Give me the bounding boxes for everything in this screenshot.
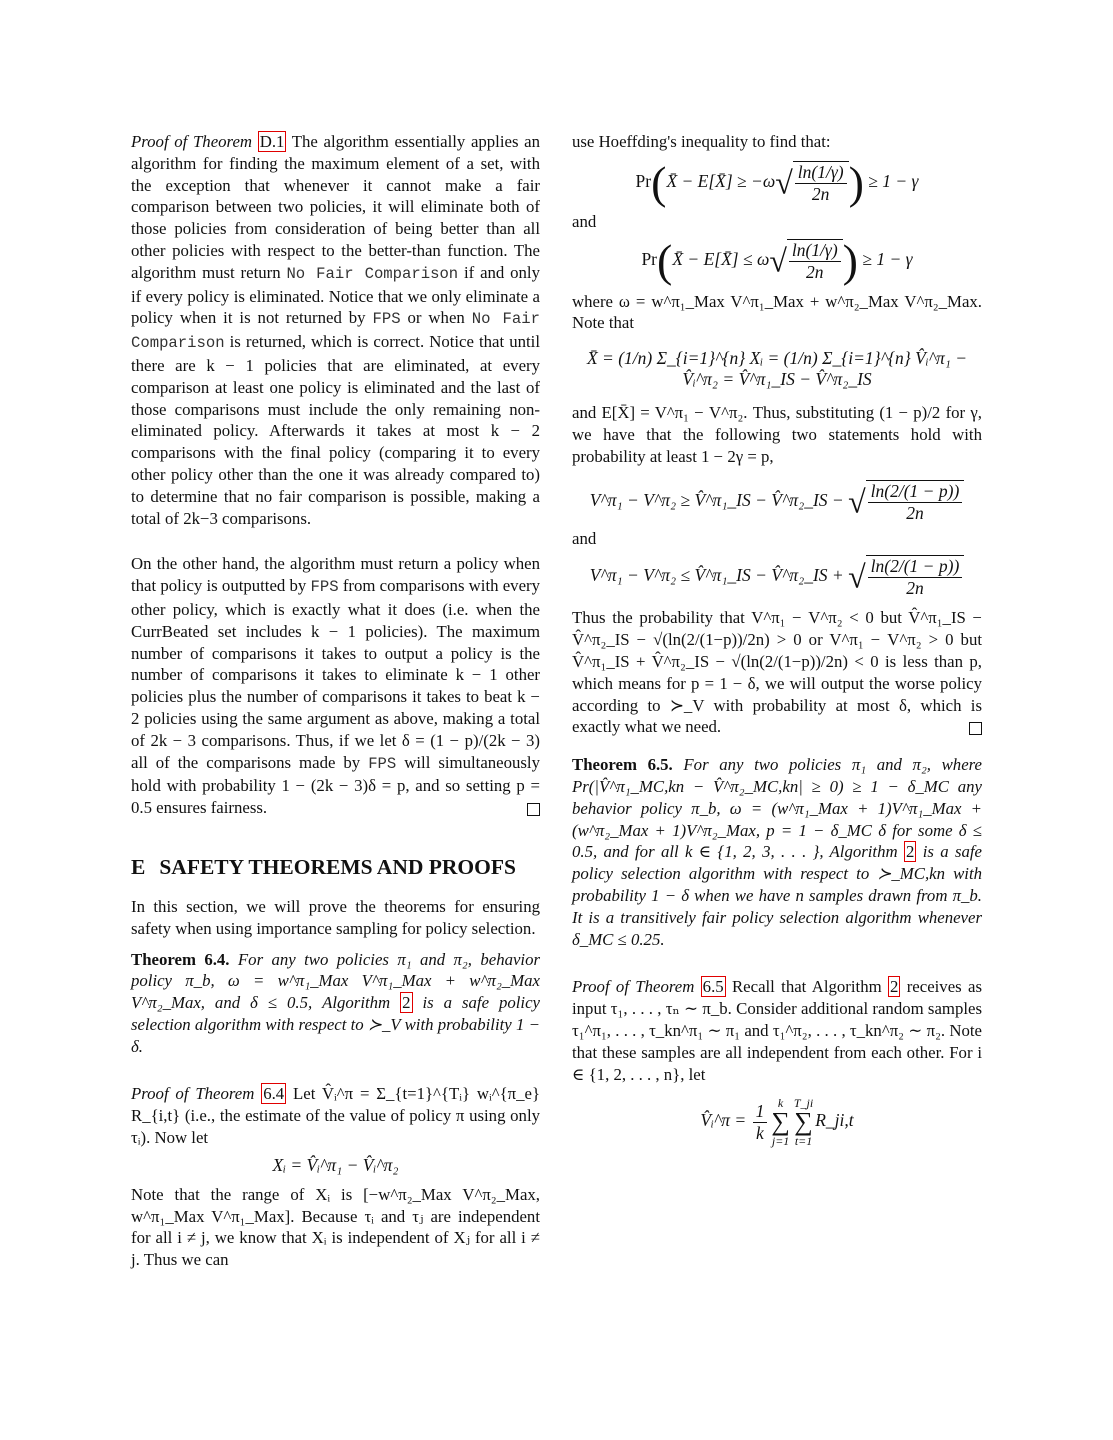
- section-number: E: [131, 854, 146, 879]
- fraction-numerator: ln(2/(1 − p)): [868, 481, 963, 503]
- pr-symbol: Pr: [635, 170, 652, 191]
- equation-upper-bound: [572, 555, 982, 599]
- equation-text: ≥ 1 − γ: [868, 170, 919, 191]
- sqrt-icon: √: [775, 164, 793, 201]
- paren-open: (: [657, 234, 673, 286]
- proof-6-5-paragraph: [572, 976, 982, 1085]
- equation-text: X̄ − E[X̄] ≤ ω: [672, 248, 770, 269]
- theorem-label: Theorem 6.5.: [572, 755, 673, 775]
- equation-text: V^π₁ − V^π₂ ≥ V̂^π₁_IS − V̂^π₂_IS −: [589, 489, 844, 510]
- proof-d1-paragraph: [131, 131, 540, 529]
- fraction-numerator: ln(2/(1 − p)): [868, 556, 963, 578]
- equation-text: ≥ 1 − γ: [862, 248, 913, 269]
- paragraph-text: Thus the probability that V^π₁ − V^π₂ < 0 but V̂^π₁_IS − V̂^π₂_IS − √(ln(2/(1−p))/2n) > 0 or V^π₁ − V^π₂ > 0 but V̂^π₁_IS + V̂^π₂_IS − √(ln(2/(1−p))/2n) < 0 is less than p, which means for p = 1 − δ, we will output the worse policy according to ≻_V with probability at most δ, which is exactly what we need.: [572, 608, 982, 737]
- equation-hoeffding-upper: [572, 234, 982, 286]
- sqrt-icon: √: [769, 242, 787, 279]
- theorem-ref-link[interactable]: D.1: [259, 132, 285, 151]
- theorem-text: For any two policies π₁ and π₂, where Pr(|V̂^π₁_MC,kn − V̂^π₂_MC,kn| ≥ 0) ≥ 1 − δ_MC any behavior policy π_b, ω = (w^π₁_Max + 1)V^π₁_Max + (w^π₂_Max + 1)V^π₂_Max, p = 1 − δ_MC δ for some δ ≤ 0.5, and for all k ∈ {1, 2, 3, . . . }, Algorithm: [572, 755, 983, 862]
- equation-xi: Xᵢ = V̂ᵢ^π₁ − V̂ᵢ^π₂: [272, 1154, 399, 1175]
- code-text: No Fair Comparison: [286, 264, 459, 283]
- section-intro-paragraph: In this section, we will prove the theorems for ensuring safety when using importance sampling for policy selection.: [131, 896, 540, 938]
- code-text: FPS: [372, 310, 401, 329]
- sum-upper-limit: T_ji: [793, 1096, 814, 1111]
- theorem-text: is a safe policy selection algorithm with respect to ≻_MC,kn with probability 1 − δ when we have n samples drawn from π_b. It is a transitively fair policy selection algorithm whenever δ_MC ≤ 0.25.: [572, 842, 982, 949]
- proof-label: Proof of Theorem: [131, 132, 253, 151]
- paragraph-text: is returned, which is correct. Notice that until there are k − 1 policies that are eliminated, at every comparison at least one policy is eliminated and the last of those comparisons must include the only remaining non-eliminated policy. Afterwards it takes at most k − 2 comparisons with the final policy (comparing it to every other policy other than the one it was already compared to) to determine that no fair comparison is possible, making a total of 2k−3 comparisons.: [131, 332, 540, 528]
- fraction-denominator: 2n: [806, 261, 824, 282]
- paren-open: (: [651, 156, 667, 208]
- theorem-text: is a safe policy selection algorithm with respect to ≻_V with probability 1 − δ.: [131, 993, 540, 1056]
- and-text: and: [572, 211, 597, 231]
- equation-lower-bound: [572, 480, 982, 524]
- range-paragraph: Note that the range of Xᵢ is [−w^π₂_Max V^π₂_Max, w^π₁_Max V^π₁_Max]. Because τᵢ and τⱼ are independent for all i ≠ j, we know that Xᵢ is independent of Xⱼ for all i ≠ j. Thus we can: [131, 1184, 540, 1270]
- paragraph-text: Recall that Algorithm: [731, 977, 882, 997]
- theorem-ref-link[interactable]: 6.4: [263, 1084, 285, 1104]
- theorem-ref-link[interactable]: 6.5: [702, 977, 724, 997]
- paren-close: ): [842, 234, 858, 286]
- hoeffding-intro: use Hoeffding's inequality to find that:: [572, 132, 831, 151]
- sigma-icon: ∑: [771, 1107, 790, 1137]
- fraction-denominator: 2n: [906, 578, 924, 599]
- paragraph-text: receives as input τ₁, . . . , τₙ ∼ π_b. Consider additional random samples τ₁^π₁, . . . , τ_kn^π₁ ∼ π₁ and τ₁^π₂, . . . , τ_kn^π₂ ∼ π₂. Note that these samples are all independent from each other. For i ∈ {1, 2, . . . , n}, let: [572, 977, 982, 1084]
- equation-text: V̂ᵢ^π =: [700, 1110, 747, 1131]
- sum-operator: [771, 1097, 790, 1147]
- paragraph-text: if and only if every policy is eliminated. Notice that we only eliminate a policy when it is not returned by: [131, 262, 540, 328]
- sqrt-term: [775, 161, 848, 205]
- proof-continuation-paragraph: [131, 553, 540, 819]
- sqrt-term: [769, 239, 842, 283]
- theorem-6-4: [131, 949, 540, 1058]
- code-text: FPS: [368, 754, 397, 773]
- proof-label: Proof of Theorem: [131, 1084, 255, 1104]
- equation-text: V^π₁ − V^π₂ ≤ V̂^π₁_IS − V̂^π₂_IS +: [589, 565, 844, 586]
- paragraph-text: Let V̂ᵢ^π = Σ_{t=1}^{Tᵢ} wᵢ^{π_e} R_{i,t} (i.e., the estimate of the value of policy π using only τᵢ). Now let: [131, 1084, 541, 1148]
- fraction-denominator: 2n: [906, 502, 924, 523]
- sum-lower-limit: j=1: [771, 1134, 790, 1149]
- proof-6-4-paragraph: [131, 1083, 540, 1148]
- equation-xbar: X̄ = (1/n) Σ_{i=1}^{n} Xᵢ = (1/n) Σ_{i=1}^{n} V̂ᵢ^π₁ − V̂ᵢ^π₂ = V̂^π₁_IS − V̂^π₂_IS: [586, 348, 968, 390]
- algorithm-ref-link[interactable]: 2: [402, 993, 411, 1013]
- fraction-denominator: k: [756, 1122, 764, 1143]
- theorem-label: Theorem 6.4.: [131, 949, 230, 969]
- sqrt-icon: √: [848, 558, 866, 595]
- paren-close: ): [848, 156, 864, 208]
- sqrt-term: [848, 480, 964, 524]
- equation-text: X̄ − E[X̄] ≥ −ω: [666, 170, 776, 191]
- fraction: [753, 1101, 768, 1144]
- section-title: SAFETY THEOREMS AND PROOFS: [159, 854, 516, 879]
- substitution-paragraph: and E[X̄] = V^π₁ − V^π₂. Thus, substituting (1 − p)/2 for γ, we have that the following two statements hold with probability at least 1 − 2γ = p,: [572, 403, 982, 466]
- section-heading: [131, 855, 540, 880]
- qed-icon: [969, 722, 982, 735]
- pr-symbol: Pr: [641, 248, 658, 269]
- fraction-denominator: 2n: [811, 183, 830, 204]
- theorem-6-5: [572, 754, 982, 950]
- fraction-numerator: ln(1/γ): [795, 162, 847, 184]
- and-text: and: [572, 528, 597, 548]
- sqrt-term: [848, 555, 964, 599]
- probability-conclusion-paragraph: [572, 607, 982, 738]
- paragraph-text: from comparisons with every other policy, which is exactly what it does (i.e. when the CurrBeated set includes k − 1 policies). The maximum number of comparisons it takes to output a policy is the number of comparisons it takes to eliminate k − 1 other policies plus the number of comparisons it takes to beat k − 2 policies using the same argument as above, making a total of 2k − 3 comparisons. Thus, if we let δ = (1 − p)/(2k − 3) all of the comparisons made by: [131, 576, 540, 772]
- right-column: [572, 131, 982, 1147]
- fraction-numerator: 1: [753, 1101, 768, 1123]
- paragraph-text: The algorithm essentially applies an algorithm for finding the maximum element of a set, with the exception that whenever it cannot make a fair comparison between two policies, it will eliminate both of those policies from consideration of being better than all other policies with respect to the better-than function. The algorithm must return: [131, 132, 540, 282]
- equation-vhat: [572, 1097, 982, 1147]
- sum-lower-limit: t=1: [794, 1134, 813, 1149]
- equation-hoeffding-lower: [572, 156, 982, 208]
- qed-icon: [527, 803, 540, 816]
- omega-definition: where ω = w^π₁_Max V^π₁_Max + w^π₂_Max V^π₂_Max. Note that: [572, 291, 982, 333]
- equation-text: R_ji,t: [815, 1110, 854, 1131]
- sum-upper-limit: k: [777, 1096, 784, 1111]
- sum-operator: [794, 1097, 813, 1147]
- sigma-icon: ∑: [794, 1107, 813, 1137]
- fraction-numerator: ln(1/γ): [789, 240, 841, 262]
- algorithm-ref-link[interactable]: 2: [889, 977, 899, 997]
- paragraph-text: or when: [407, 308, 465, 328]
- code-text: FPS: [310, 578, 339, 597]
- code-text: No Fair Comparison: [131, 310, 540, 353]
- proof-label: Proof of Theorem: [572, 977, 695, 997]
- algorithm-ref-link[interactable]: 2: [905, 842, 915, 862]
- theorem-text: For any two policies π₁ and π₂, behavior policy π_b, ω = w^π₁_Max V^π₁_Max + w^π₂_Max V^π₂_Max, and δ ≤ 0.5, Algorithm: [131, 949, 541, 1013]
- paragraph-text: will simultaneously hold with probability 1 − (2k − 3)δ = p, and so setting p = 0.5 ensures fairness.: [131, 752, 540, 818]
- paragraph-text: On the other hand, the algorithm must return a policy when that policy is outputted by: [131, 554, 540, 596]
- sqrt-icon: √: [848, 483, 866, 520]
- left-column: [131, 131, 540, 1271]
